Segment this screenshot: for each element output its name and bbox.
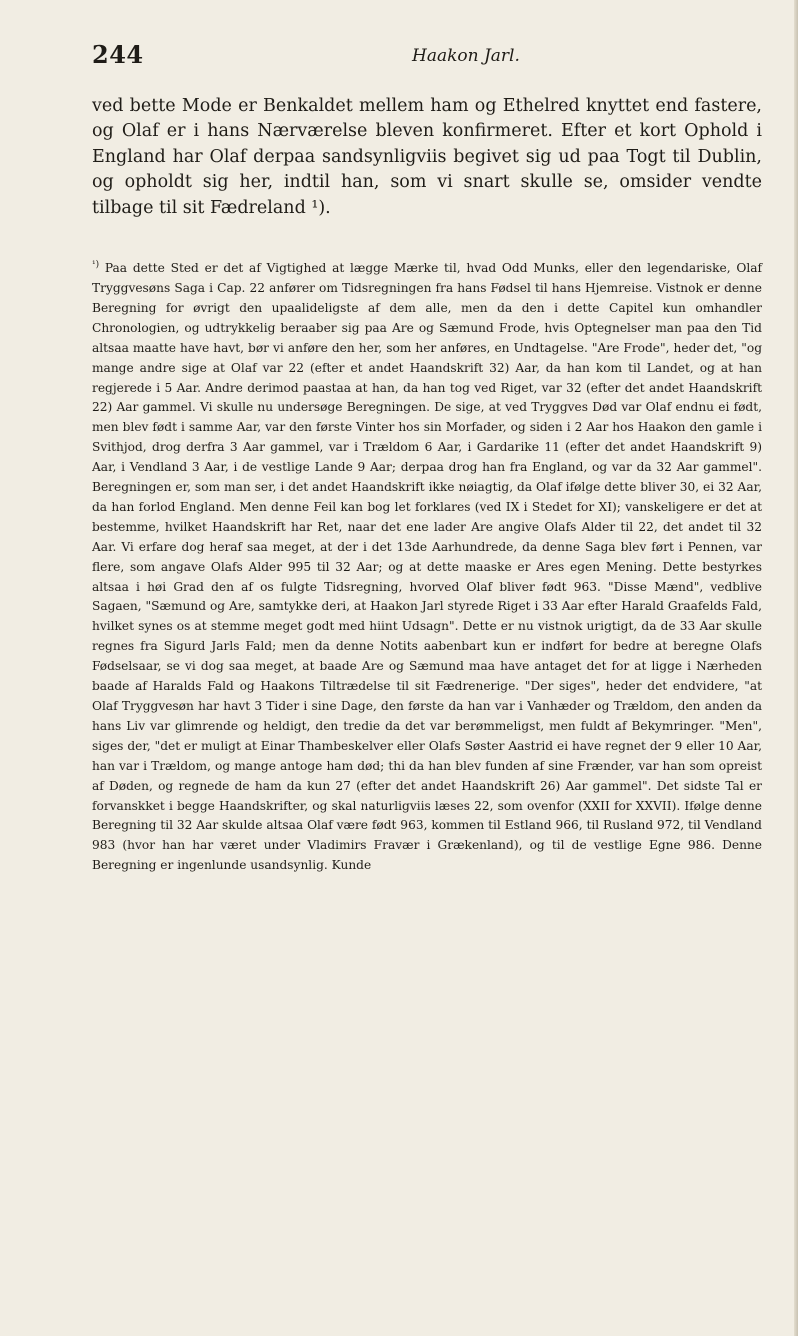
footnote-marker: ¹) [92, 260, 100, 270]
page-number: 244 [92, 40, 144, 69]
page-header [92, 40, 756, 70]
running-head: Haakon Jarl. [412, 46, 520, 66]
footnote-text: Paa dette Sted er det af Vigtighed at lægge Mærke til, hvad Odd Munks, eller den legendariske, Olaf Tryggvesøns Saga i Cap. 22 anfører om Tidsregningen fra hans Fødsel til hans Hjemreise. Vistnok er denne Beregning for øvrigt den upaalideligste af dem alle, men da den i dette Capitel kun omhandler Chronologien, og udtrykkelig beraaber sig paa Are og Sæmund Frode, hvis Optegnelser man paa den Tid altsaa maatte have havt, bør vi anføre den her, som her anføres, en Undtagelse. "Are Frode", heder det, "og mange andre sige at Olaf var 22 (efter et andet Haandskrift 32) Aar, da han kom til Landet, og at han regjerede i 5 Aar. Andre derimod paastaa at han, da han tog ved Riget, var 32 (efter det andet Haandskrift 22) Aar gammel. Vi skulle nu undersøge Beregningen. De sige, at ved Tryggves Død var Olaf endnu ei født, men blev født i samme Aar, var den første Vinter hos sin Morfader, og siden i 2 Aar hos Haakon den gamle i Svithjod, drog derfra 3 Aar gammel, var i Trældom 6 Aar, i Gardarike 11 (efter det andet Haandskrift 9) Aar, i Vendland 3 Aar, i de vestlige Lande 9 Aar; derpaa drog han fra England, og var da 32 Aar gammel". Beregningen er, som man ser, i det andet Haandskrift ikke nøiagtig, da Olaf ifølge dette bliver 30, ei 32 Aar, da han forlod England. Men denne Feil kan bog let forklares (ved IX i Stedet for XI); vanskeligere er det at bestemme, hvilket Haandskrift har Ret, naar det ene lader Are angive Olafs Alder til 22, det andet til 32 Aar. Vi erfare dog heraf saa meget, at der i det 13de Aarhundrede, da denne Saga blev ført i Pennen, var flere, som angave Olafs Alder 995 til 32 Aar; og at dette maaske er Ares egen Mening. Dette bestyrkes altsaa i høi Grad den af os fulgte Tidsregning, hvorved Olaf bliver født 963. "Disse Mænd", vedblive Sagaen, "Sæmund og Are, samtykke deri, at Haakon Jarl styrede Riget i 33 Aar efter Harald Graafelds Fald, hvilket synes os at stemme meget godt med hiint Udsagn". Dette er nu vistnok urigtigt, da de 33 Aar skulle regnes fra Sigurd Jarls Fald; men da denne Notits aabenbart kun er indført for bedre at beregne Olafs Fødselsaar, se vi dog saa meget, at baade Are og Sæmund maa have antaget det for at ligge i Nærheden baade af Haralds Fald og Haakons Tiltrædelse til sit Fædrenerige. "Der siges", heder det endvidere, "at Olaf Tryggvesøn har havt 3 Tider i sine Dage, den første da han var i Vanhæder og Trældom, den anden da hans Liv var glimrende og heldigt, den tredie da det var berømmeligst, men fuldt af Bekymringer. "Men", siges der, "det er muligt at Einar Thambeskelver eller Olafs Søster Aastrid ei have regnet der 9 eller 10 Aar, han var i Trældom, og mange antoge ham død; thi da han blev funden af sine Frænder, var han som opreist af Døden, og regnede de ham da kun 27 (efter det andet Haandskrift 26) Aar gammel". Det sidste Tal er forvanskket i begge Haandskrifter, og skal naturligviis læses 22, som ovenfor (XXII for XXVII). Ifølge denne Beregning til 32 Aar skulde altsaa Olaf være født 963, kommen til Estland 966, til Rusland 972, til Vendland 983 (hvor han har været under Vladimirs Fravær i Grækenland), og til de vestlige Egne 986. Denne Beregning er ingenlunde usandsynlig. Kunde [92, 261, 763, 873]
footnote [92, 256, 762, 876]
main-paragraph: ved bette Mode er Benkaldet mellem ham og Ethelred knyttet end fastere, og Olaf er i hans Nærværelse bleven konfirmeret. Efter et kort Ophold i England har Olaf derpaa sandsynligviis begivet sig ud paa Togt til Dublin, og opholdt sig her, indtil han, som vi snart skulle se, omsider vendte tilbage til sit Fædreland ¹). [92, 96, 762, 218]
page-edge-shadow [794, 0, 798, 1336]
